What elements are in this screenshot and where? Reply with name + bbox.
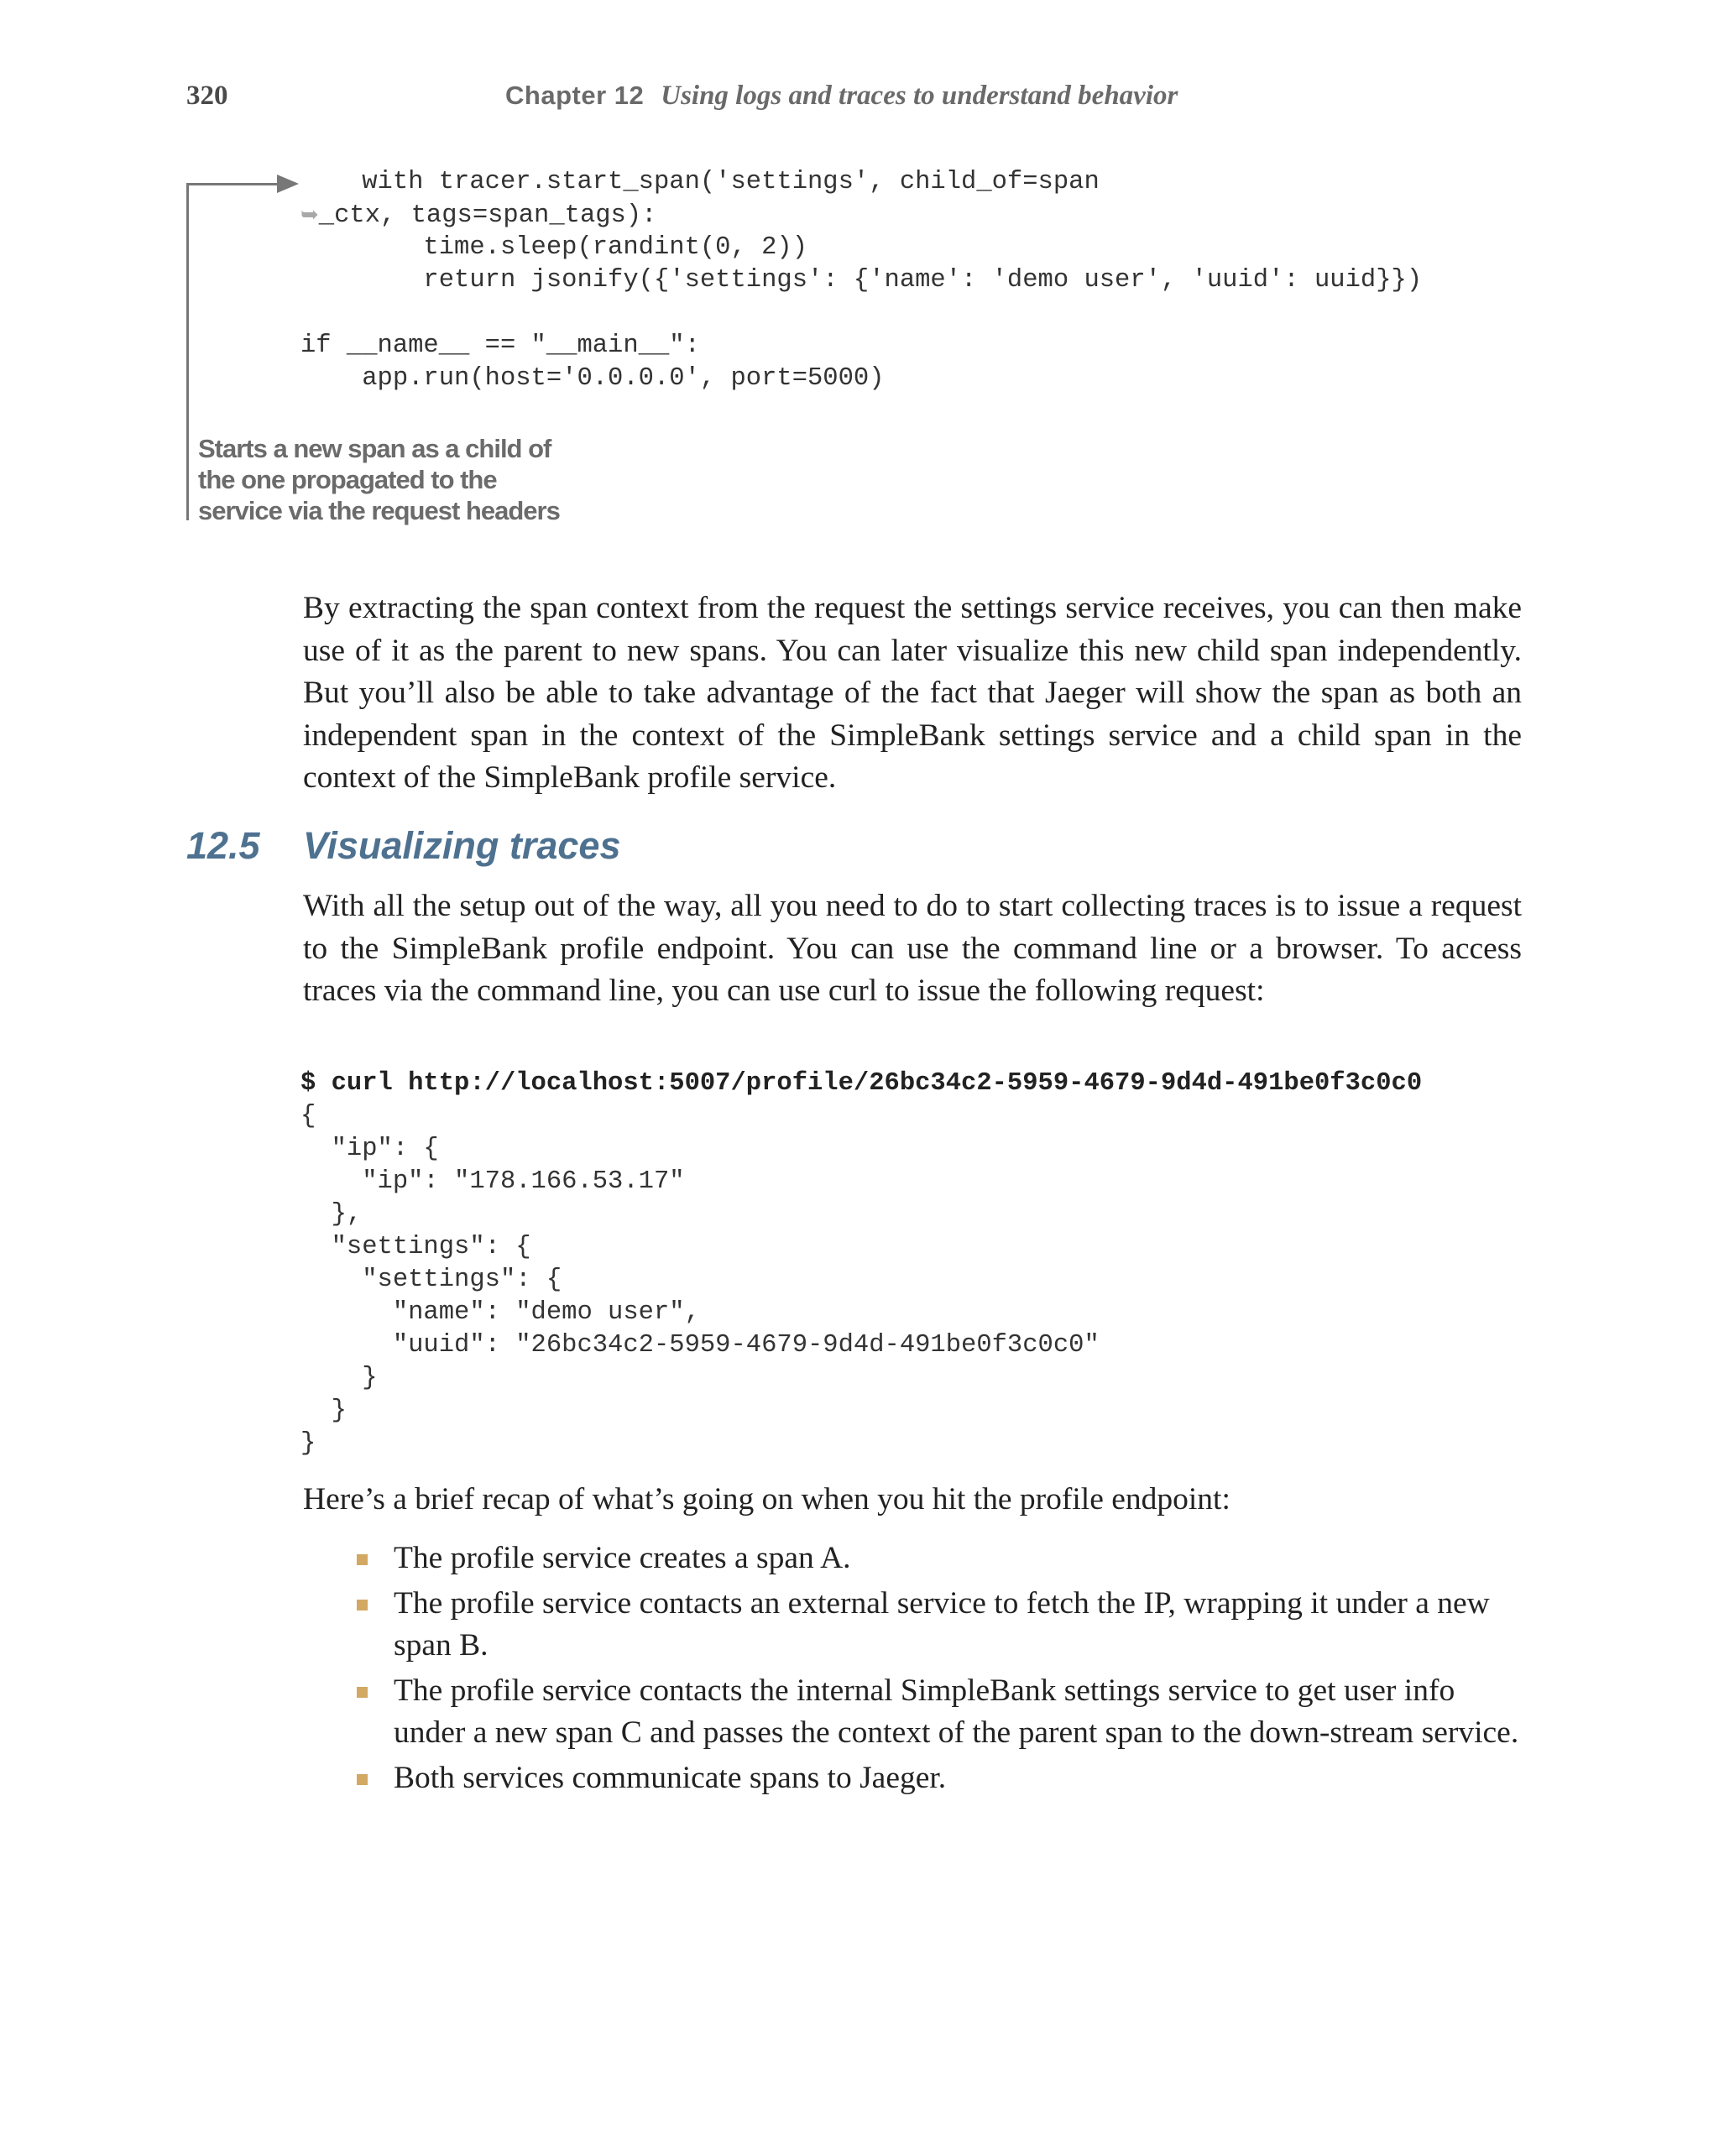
list-item [303, 1757, 1522, 1800]
code-line: with tracer.start_span('settings', child_of=span [300, 168, 1100, 196]
body-paragraph: Here’s a brief recap of what’s going on when you hit the profile endpoint: [303, 1482, 1230, 1517]
code-line: "ip": "178.166.53.17" [300, 1167, 685, 1196]
code-line-continuation [300, 199, 1422, 232]
list-item-text: The profile service creates a span A. [394, 1541, 851, 1575]
list-item [303, 1670, 1522, 1755]
code-line: _ctx, tags=span_tags): [318, 201, 657, 230]
callout-connector-horizontal [186, 183, 279, 185]
running-head [505, 81, 1178, 112]
code-line [300, 297, 1422, 330]
code-line: "settings": { [300, 1266, 562, 1294]
code-listing-top [300, 166, 1422, 395]
code-listing-bottom [300, 1068, 1422, 1460]
chapter-label: Chapter 12 [505, 81, 645, 110]
list-item-text: The profile service contacts the internal SimpleBank settings service to get user info under a new span C and passes the context of the parent span to the down-stream service. [394, 1673, 1519, 1750]
code-line: "name": "demo user", [300, 1298, 700, 1327]
bullet-list [303, 1537, 1522, 1802]
callout-arrow-icon [277, 175, 299, 193]
callout-connector-vertical [186, 183, 189, 520]
code-line: } [300, 1396, 347, 1425]
annotation-line: the one propagated to the [198, 465, 497, 494]
code-line: time.sleep(randint(0, 2)) [300, 233, 807, 262]
square-bullet-icon [357, 1687, 368, 1698]
code-line: "ip": { [300, 1135, 439, 1163]
list-item-text: The profile service contacts an external service to fetch the IP, wrapping it under a new span B. [394, 1585, 1490, 1663]
section-number: 12.5 [186, 824, 260, 867]
section-title: Visualizing traces [303, 824, 621, 867]
code-line: app.run(host='0.0.0.0', port=5000) [300, 364, 885, 393]
code-line: "settings": { [300, 1233, 531, 1261]
code-line: return jsonify({'settings': {'name': 'demo user', 'uuid': uuid}}) [300, 266, 1423, 295]
code-annotation [198, 433, 601, 526]
body-paragraph: With all the setup out of the way, all you need to do to start collecting traces is to issue a request to the SimpleBank profile endpoint. You can use the command line or a browser. To access traces via the command line, you can use curl to issue the following request: [303, 889, 1522, 1008]
page-number: 320 [186, 81, 228, 111]
code-line: } [300, 1429, 316, 1458]
square-bullet-icon [357, 1554, 368, 1565]
chapter-title: Using logs and traces to understand behavior [661, 81, 1178, 111]
code-line: "uuid": "26bc34c2-5959-4679-9d4d-491be0f3c0c0" [300, 1331, 1100, 1360]
square-bullet-icon [357, 1600, 368, 1610]
code-line: if __name__ == "__main__": [300, 331, 700, 360]
annotation-line: service via the request headers [198, 496, 560, 525]
continuation-arrow-icon: ➥ [300, 202, 319, 227]
annotation-line: Starts a new span as a child of [198, 434, 551, 463]
code-line: }, [300, 1200, 363, 1229]
list-item [303, 1537, 1522, 1580]
shell-command: $ curl http://localhost:5007/profile/26bc34c2-5959-4679-9d4d-491be0f3c0c0 [300, 1069, 1423, 1098]
list-item-text: Both services communicate spans to Jaeger. [394, 1760, 947, 1795]
code-line: { [300, 1102, 316, 1130]
body-paragraph: By extracting the span context from the request the settings service receives, you can then make use of it as the parent to new spans. You can later visualize this new child span independently. But you’ll also be able to take advantage of the fact that Jaeger will show the span as both an independent span in the context of the SimpleBank settings service and a child span in the context of the SimpleBank profile service. [303, 591, 1522, 795]
code-line: } [300, 1364, 378, 1392]
list-item [303, 1583, 1522, 1668]
square-bullet-icon [357, 1774, 368, 1785]
